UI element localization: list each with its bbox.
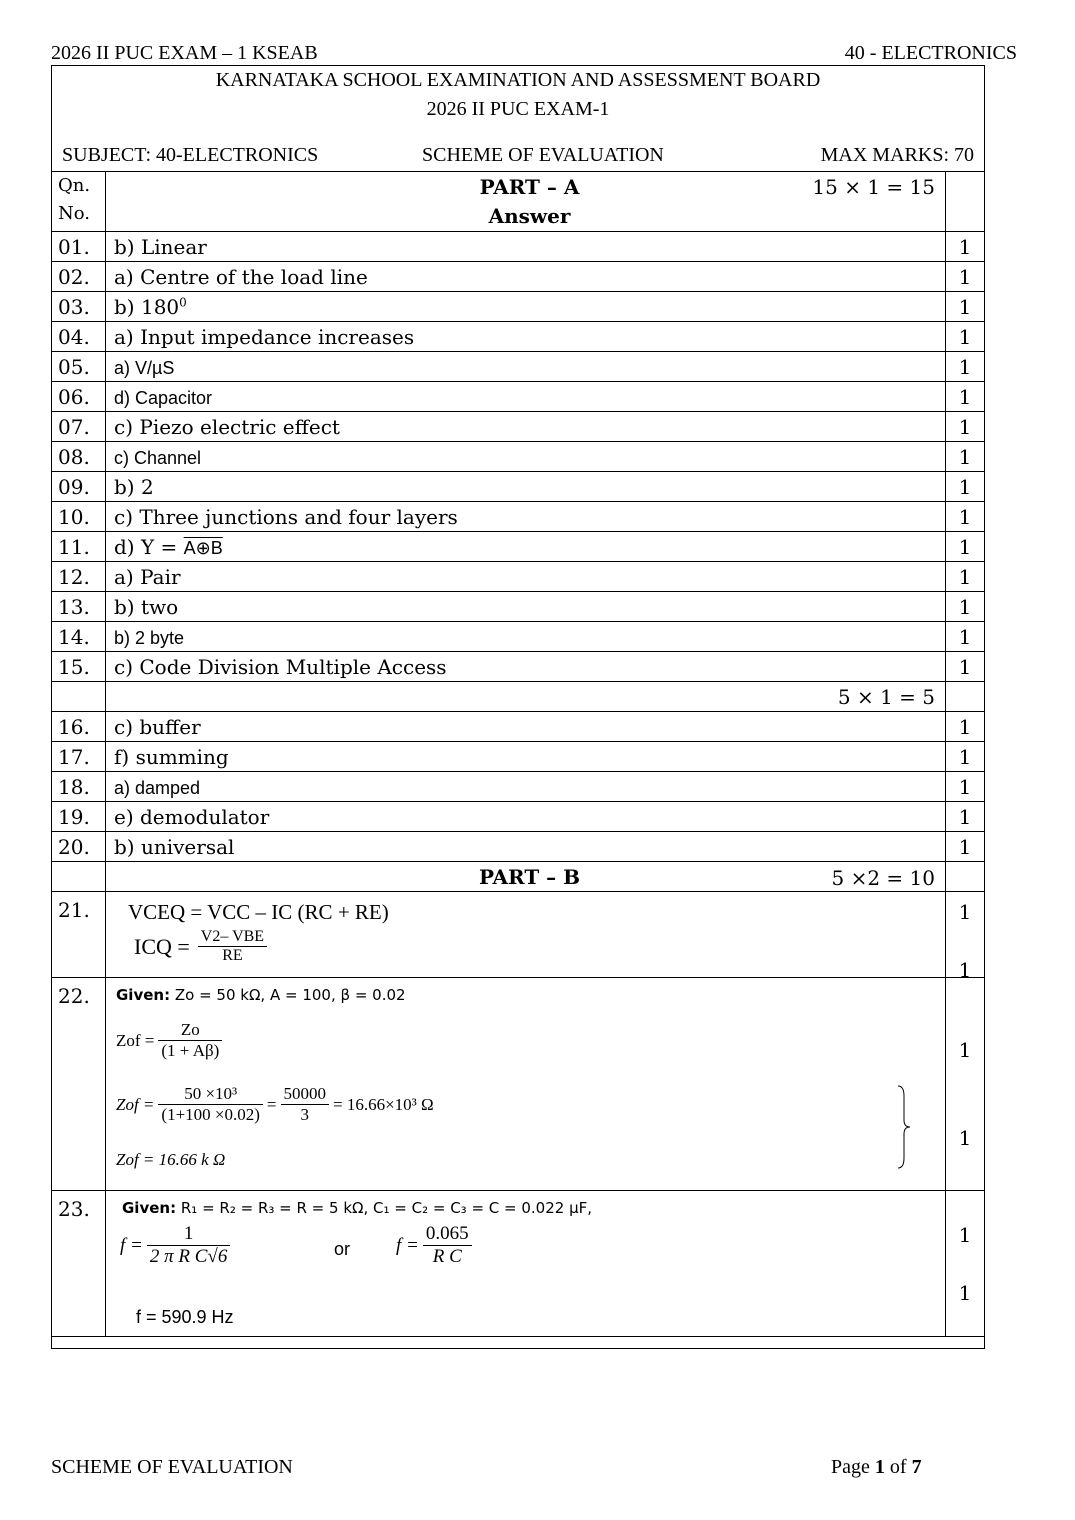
q22-given	[116, 986, 406, 1004]
question-number	[52, 382, 106, 412]
mark-cell	[946, 802, 985, 832]
table-row	[52, 622, 985, 652]
question-number-text: 16.	[58, 714, 90, 739]
question-number	[52, 262, 106, 292]
table-row	[52, 232, 985, 262]
q22-f1-lhs: Zof =	[116, 1030, 155, 1050]
mark-cell	[946, 1191, 985, 1337]
q21-mark-2: 1	[958, 958, 972, 982]
q21-icq: ICQ =	[134, 933, 190, 959]
mark-cell	[946, 472, 985, 502]
answer-text: c) Channel	[114, 447, 202, 468]
question-number-text: 09.	[58, 474, 90, 499]
question-number-text: 08.	[58, 444, 90, 469]
footer-left: SCHEME OF EVALUATION	[51, 1456, 293, 1478]
q23-given-label: Given:	[122, 1199, 177, 1217]
answer-text: e) demodulator	[114, 804, 270, 829]
q22-given-label: Given:	[116, 986, 171, 1004]
answer-cell	[106, 978, 946, 1191]
page-of: of	[884, 1456, 912, 1478]
q23-mark-1: 1	[958, 1223, 972, 1247]
mark-text: 1	[958, 564, 972, 589]
table-row	[52, 292, 985, 322]
table-header-row	[52, 172, 985, 232]
question-number-text: 01.	[58, 234, 90, 259]
question-number-text: 17.	[58, 744, 90, 769]
question-22-row	[52, 978, 985, 1191]
curly-brace	[896, 1084, 912, 1170]
mark-cell	[946, 412, 985, 442]
answer-text: b) Linear	[114, 234, 207, 259]
question-number-text: 18.	[58, 774, 90, 799]
qn-header	[52, 172, 106, 232]
exam-title: 2026 II PUC EXAM-1	[426, 98, 610, 120]
answer-text: b) 2 byte	[114, 627, 185, 648]
q22-f2-num: 50 ×10³	[158, 1084, 263, 1105]
mark-text: 1	[958, 294, 972, 319]
q21-line1: VCEQ = VCC – IC (RC + RE)	[128, 900, 389, 924]
q23-f2-num: 0.065	[423, 1223, 472, 1246]
question-number-text: 10.	[58, 504, 90, 529]
question-number	[52, 742, 106, 772]
answer-table	[51, 171, 985, 1337]
mark-cell	[946, 682, 985, 712]
answer-cell	[106, 472, 946, 502]
answer-text: c) Piezo electric effect	[114, 414, 340, 439]
answer-text: a) V/µS	[114, 357, 175, 378]
question-number-text: 14.	[58, 624, 90, 649]
part-b-marks: 5 ×2 = 10	[831, 866, 935, 890]
question-number	[52, 832, 106, 862]
question-number-text: 23.	[58, 1197, 90, 1221]
answer-cell	[106, 592, 946, 622]
question-number	[52, 802, 106, 832]
table-row	[52, 532, 985, 562]
q23-f-den: 2 π R C√6	[149, 1246, 228, 1267]
part-b-header	[106, 862, 946, 892]
answer-text: a) damped	[114, 777, 201, 798]
table-row	[52, 262, 985, 292]
q22-f2-fraction	[158, 1084, 263, 1125]
q22-formula-2: Zof = $\frac{\text{50 ×10³}}{(1+100 \times 0.02)}$ = $\frac{50000}{3}$ = 16.66×10³ Ω	[116, 1084, 434, 1124]
table-row	[52, 382, 985, 412]
answer-text: b) two	[114, 594, 179, 619]
table-row	[52, 832, 985, 862]
answer-cell	[106, 262, 946, 292]
mark-cell	[946, 322, 985, 352]
answer-text: a) Pair	[114, 564, 181, 589]
mark-text: 1	[958, 534, 972, 559]
answer-text: c) Code Division Multiple Access	[114, 654, 447, 679]
table-row	[52, 352, 985, 382]
q22-formula-3: Zof = 16.66 k Ω	[116, 1150, 226, 1169]
table-row	[52, 322, 985, 352]
part-b-header-row	[52, 862, 985, 892]
question-number	[52, 1191, 106, 1337]
question-number	[52, 562, 106, 592]
q22-given-values: Zo = 50 kΩ, A = 100, β = 0.02	[174, 986, 406, 1004]
answer-cell	[106, 562, 946, 592]
question-number-text: 19.	[58, 804, 90, 829]
question-21-row	[52, 892, 985, 978]
answer-cell	[106, 742, 946, 772]
q21-denominator: RE	[222, 947, 243, 964]
question-number	[52, 682, 106, 712]
mark-text: 1	[958, 834, 972, 859]
q22-formula-1	[116, 1020, 222, 1061]
mark-text: 1	[958, 804, 972, 829]
q23-f-fraction	[147, 1223, 230, 1268]
answer-cell	[106, 622, 946, 652]
mark-text: 1	[958, 714, 972, 739]
mark-cell	[946, 742, 985, 772]
no-header-label: No.	[58, 203, 90, 224]
q21-formula	[134, 928, 267, 965]
mark-text: 1	[958, 504, 972, 529]
mark-cell	[946, 442, 985, 472]
table-row	[52, 802, 985, 832]
question-number	[52, 978, 106, 1191]
part-a-marks: 15 × 1 = 15	[812, 175, 935, 199]
q22-f2-lhs: Zof =	[116, 1094, 155, 1114]
mark-cell	[946, 562, 985, 592]
evaluation-frame	[51, 65, 985, 1349]
table-row	[52, 472, 985, 502]
q22-mark-1: 1	[958, 1038, 972, 1062]
page-prefix: Page	[831, 1456, 875, 1478]
answer-cell	[106, 772, 946, 802]
question-number-text: 02.	[58, 264, 90, 289]
q23-f2-lhs: f =	[396, 1234, 419, 1256]
answer-text: a) Centre of the load line	[114, 264, 368, 289]
mark-cell	[946, 292, 985, 322]
mark-cell	[946, 382, 985, 412]
question-number	[52, 502, 106, 532]
answer-cell	[106, 532, 946, 562]
answer-text: b) 180	[114, 294, 180, 319]
mark-cell	[946, 978, 985, 1191]
table-row	[52, 742, 985, 772]
question-number-text: 20.	[58, 834, 90, 859]
answer-text: b) universal	[114, 834, 235, 859]
mark-cell	[946, 352, 985, 382]
mark-cell	[946, 892, 985, 982]
mark-cell	[946, 262, 985, 292]
q23-result: f = 590.9 Hz	[136, 1307, 234, 1327]
answer-cell	[106, 502, 946, 532]
mark-text: 1	[958, 234, 972, 259]
mark-text: 1	[958, 594, 972, 619]
question-number	[52, 592, 106, 622]
mark-cell	[946, 532, 985, 562]
qn-header-label: Qn.	[58, 175, 91, 196]
answer-cell	[106, 892, 946, 978]
table-row	[52, 442, 985, 472]
question-number	[52, 442, 106, 472]
table-row	[52, 502, 985, 532]
mark-text: 1	[958, 624, 972, 649]
part-b-title: PART – B	[478, 864, 581, 889]
q23-f-num: 1	[147, 1223, 230, 1246]
q22-f1-num: Zo	[158, 1020, 222, 1041]
marks-header	[946, 172, 985, 232]
page-number	[831, 1456, 922, 1479]
q23-formula-1	[120, 1223, 230, 1268]
q23-f2-fraction	[423, 1223, 472, 1268]
question-number	[52, 652, 106, 682]
q21-mark-1: 1	[958, 900, 972, 924]
mark-cell	[946, 712, 985, 742]
answer-text: d) Capacitor	[114, 387, 213, 408]
question-number-text: 05.	[58, 354, 90, 379]
table-row	[52, 562, 985, 592]
mark-text: 1	[958, 774, 972, 799]
answer-text: c) buffer	[114, 714, 201, 739]
mark-text: 1	[958, 444, 972, 469]
question-number	[52, 352, 106, 382]
q22-f2-mid-den: 3	[300, 1105, 309, 1124]
mark-cell	[946, 622, 985, 652]
max-marks-label: MAX MARKS: 70	[820, 144, 974, 166]
mark-text: 1	[958, 414, 972, 439]
question-number	[52, 892, 106, 978]
section-row	[52, 682, 985, 712]
question-number	[52, 772, 106, 802]
question-number	[52, 862, 106, 892]
question-number	[52, 412, 106, 442]
q22-f2-mid-fraction	[281, 1084, 330, 1125]
mark-text: 1	[958, 654, 972, 679]
q23-f-lhs: f =	[120, 1234, 143, 1256]
question-number-text: 15.	[58, 654, 90, 679]
q22-f1-den: (1 + Aβ)	[161, 1041, 220, 1060]
mark-text: 1	[958, 264, 972, 289]
answer-cell	[106, 442, 946, 472]
mark-cell	[946, 232, 985, 262]
question-number-text: 12.	[58, 564, 90, 589]
header-right: 40 - ELECTRONICS	[844, 42, 1017, 64]
mark-cell	[946, 592, 985, 622]
q23-given-values: R₁ = R₂ = R₃ = R = 5 kΩ, C₁ = C₂ = C₃ = C = 0.022 µF,	[180, 1199, 593, 1217]
mark-cell	[946, 832, 985, 862]
answer-text: b) 2	[114, 474, 154, 499]
scheme-label: SCHEME OF EVALUATION	[422, 144, 664, 166]
question-number-text: 11.	[58, 534, 90, 559]
q21-fraction	[198, 928, 267, 965]
mark-cell	[946, 862, 985, 892]
q23-given	[122, 1199, 592, 1217]
answer-text: d) Y =	[114, 534, 184, 559]
subject-label: SUBJECT: 40-ELECTRONICS	[62, 144, 319, 166]
question-number	[52, 532, 106, 562]
answer-cell	[106, 352, 946, 382]
answer-cell	[106, 1191, 946, 1337]
question-number	[52, 472, 106, 502]
q22-f2-rhs: = 16.66×10³ Ω	[333, 1094, 434, 1114]
answer-cell	[106, 802, 946, 832]
answer-text: c) Three junctions and four layers	[114, 504, 458, 529]
question-23-row	[52, 1191, 985, 1337]
answer-text: a) Input impedance increases	[114, 324, 415, 349]
mark-text: 1	[958, 474, 972, 499]
xnor-expression: A⊕B	[183, 537, 223, 558]
answer-cell	[106, 322, 946, 352]
part-a-header	[106, 172, 946, 232]
q21-numerator: V2– VBE	[198, 928, 267, 947]
header-left: 2026 II PUC EXAM – 1 KSEAB	[51, 42, 318, 64]
question-number	[52, 232, 106, 262]
question-number-text: 07.	[58, 414, 90, 439]
table-row	[52, 712, 985, 742]
q23-or: or	[334, 1239, 351, 1259]
section-marks-cell	[106, 682, 946, 712]
answer-cell	[106, 412, 946, 442]
board-title: KARNATAKA SCHOOL EXAMINATION AND ASSESSMENT BOARD	[215, 69, 821, 91]
question-number	[52, 292, 106, 322]
mark-text: 1	[958, 744, 972, 769]
answer-header-label: Answer	[488, 204, 571, 228]
question-number	[52, 712, 106, 742]
answer-cell	[106, 832, 946, 862]
question-number-text: 06.	[58, 384, 90, 409]
mark-cell	[946, 772, 985, 802]
part-a-title: PART – A	[479, 175, 580, 199]
question-number	[52, 622, 106, 652]
mark-text: 1	[958, 324, 972, 349]
mark-cell	[946, 502, 985, 532]
question-number-text: 03.	[58, 294, 90, 319]
q22-mark-2: 1	[958, 1126, 972, 1150]
answer-cell	[106, 232, 946, 262]
question-number-text: 04.	[58, 324, 90, 349]
question-number-text: 13.	[58, 594, 90, 619]
answer-cell	[106, 292, 946, 322]
mark-text: 1	[958, 354, 972, 379]
answer-cell	[106, 712, 946, 742]
q22-f2-den: (1+100 ×0.02)	[161, 1105, 260, 1124]
question-number	[52, 322, 106, 352]
mark-cell	[946, 652, 985, 682]
answer-cell	[106, 382, 946, 412]
answer-cell	[106, 652, 946, 682]
table-row	[52, 592, 985, 622]
page-current: 1	[874, 1456, 885, 1478]
match-marks: 5 × 1 = 5	[837, 684, 935, 709]
q23-formula-2	[396, 1223, 472, 1268]
mark-text: 1	[958, 384, 972, 409]
question-number-text: 21.	[58, 898, 90, 922]
table-row	[52, 412, 985, 442]
q23-mark-2: 1	[958, 1281, 972, 1305]
question-number-text: 22.	[58, 984, 90, 1008]
q23-f2-den: R C	[432, 1246, 462, 1267]
page-total: 7	[911, 1456, 922, 1478]
table-row	[52, 652, 985, 682]
q22-f2-mid-num: 50000	[281, 1084, 330, 1105]
q22-f1-fraction	[158, 1020, 222, 1061]
answer-text: f) summing	[114, 744, 229, 769]
table-row	[52, 772, 985, 802]
degree-superscript: 0	[179, 294, 187, 309]
